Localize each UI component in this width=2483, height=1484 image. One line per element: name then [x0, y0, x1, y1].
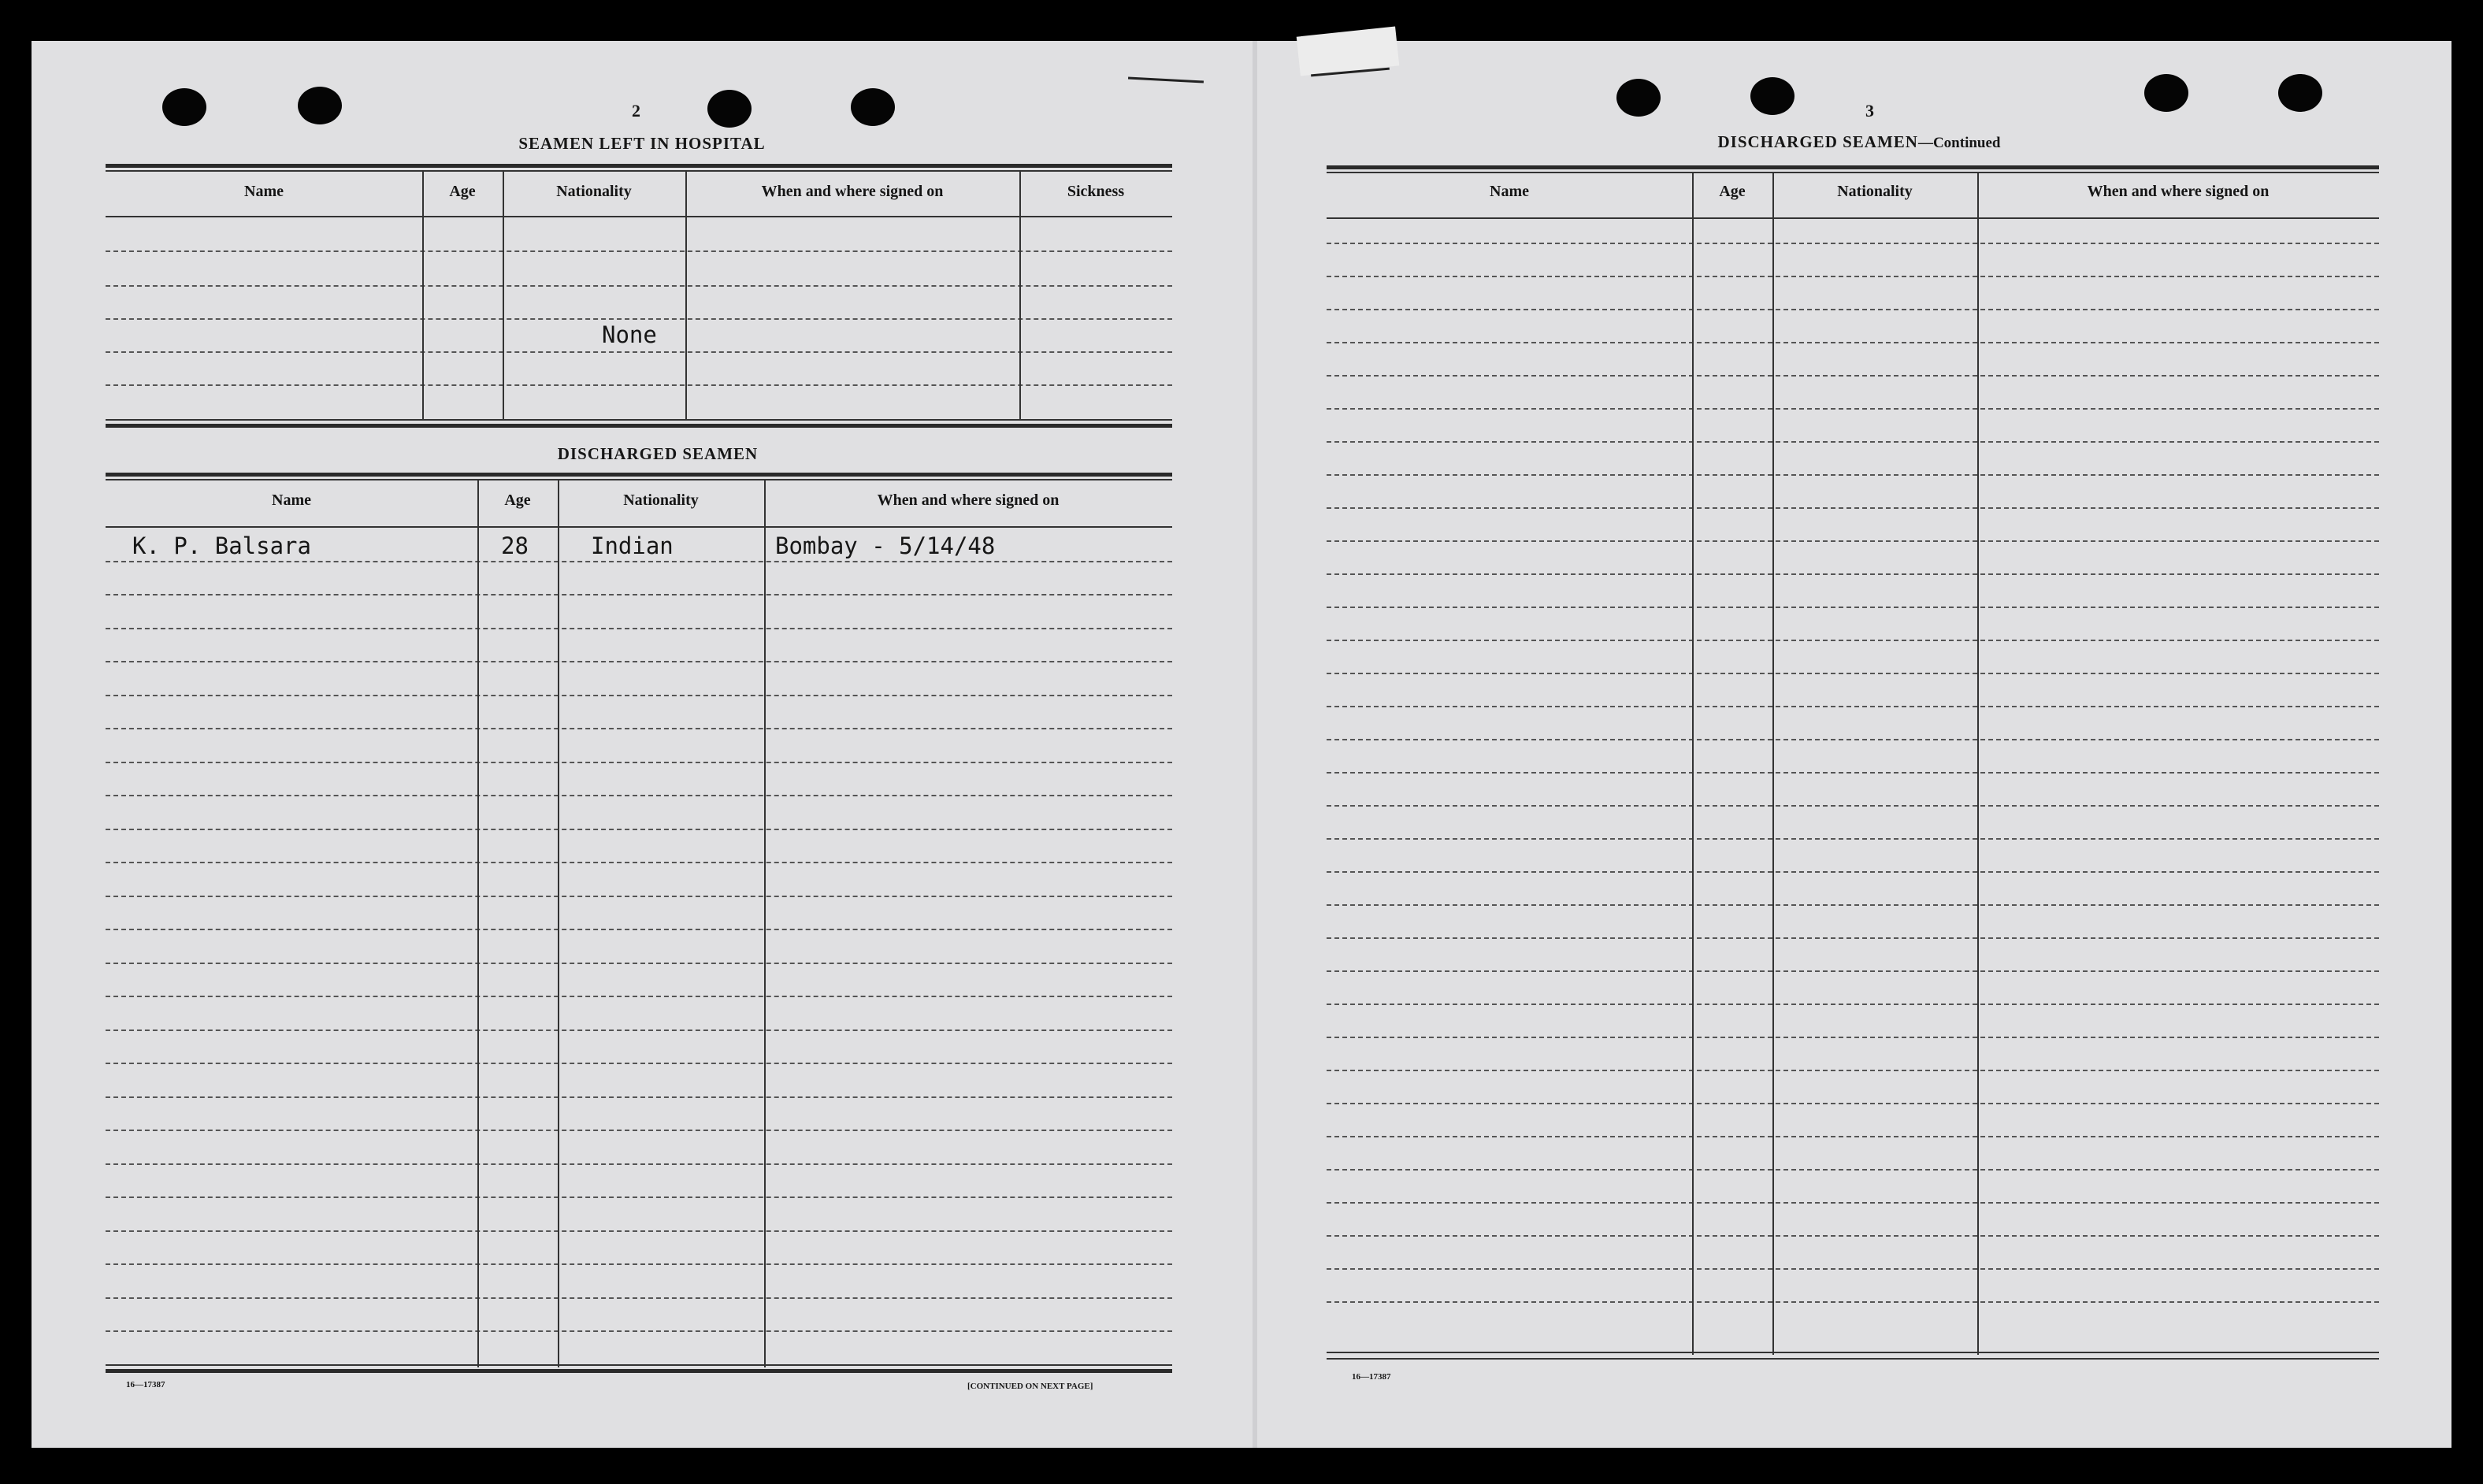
column-header-signed-on: When and where signed on: [877, 492, 1060, 509]
page-number-right: 3: [1865, 101, 1874, 121]
continued-note: [CONTINUED ON NEXT PAGE]: [967, 1382, 1093, 1391]
punch-hole: [1616, 79, 1661, 117]
seaman-signed-on: Bombay - 5/14/48: [775, 532, 996, 559]
hospital-table: [106, 164, 1172, 429]
column-header-nationality: Nationality: [1837, 183, 1913, 200]
page-number-left: 2: [632, 101, 640, 121]
seaman-nationality: Indian: [591, 532, 674, 559]
punch-hole: [2278, 74, 2322, 112]
column-header-name: Name: [244, 183, 284, 200]
column-header-age: Age: [1719, 183, 1746, 200]
punch-hole: [298, 87, 342, 124]
discharged-table-right: [1327, 165, 2379, 1366]
discharged-continued-title: [1623, 132, 2095, 152]
column-header-sickness: Sickness: [1067, 183, 1125, 200]
column-header-name: Name: [1490, 183, 1529, 200]
form-number-left: 16—17387: [126, 1380, 165, 1389]
column-header-age: Age: [449, 183, 476, 200]
discharged-continued-title-main: DISCHARGED SEAMEN: [1717, 132, 1918, 151]
punch-hole: [851, 88, 895, 126]
column-header-name: Name: [272, 492, 311, 509]
punch-hole: [2144, 74, 2188, 112]
column-header-age: Age: [504, 492, 531, 509]
hospital-section-title: SEAMEN LEFT IN HOSPITAL: [518, 134, 766, 153]
column-header-nationality: Nationality: [623, 492, 699, 509]
seaman-age: 28: [501, 532, 529, 559]
form-number-right: 16—17387: [1352, 1372, 1391, 1382]
punch-hole: [1750, 77, 1795, 115]
punch-hole: [162, 88, 206, 126]
column-header-signed-on: When and where signed on: [761, 183, 944, 200]
continued-suffix: —Continued: [1917, 135, 2001, 151]
seaman-name: K. P. Balsara: [132, 532, 311, 559]
column-header-signed-on: When and where signed on: [2087, 183, 2270, 200]
hospital-none-entry: None: [602, 321, 657, 348]
discharged-section-title: DISCHARGED SEAMEN: [557, 444, 759, 463]
punch-hole: [707, 90, 752, 128]
page-fold: [1253, 41, 1257, 1448]
column-header-nationality: Nationality: [556, 183, 632, 200]
discharged-table-left: [106, 473, 1172, 1378]
